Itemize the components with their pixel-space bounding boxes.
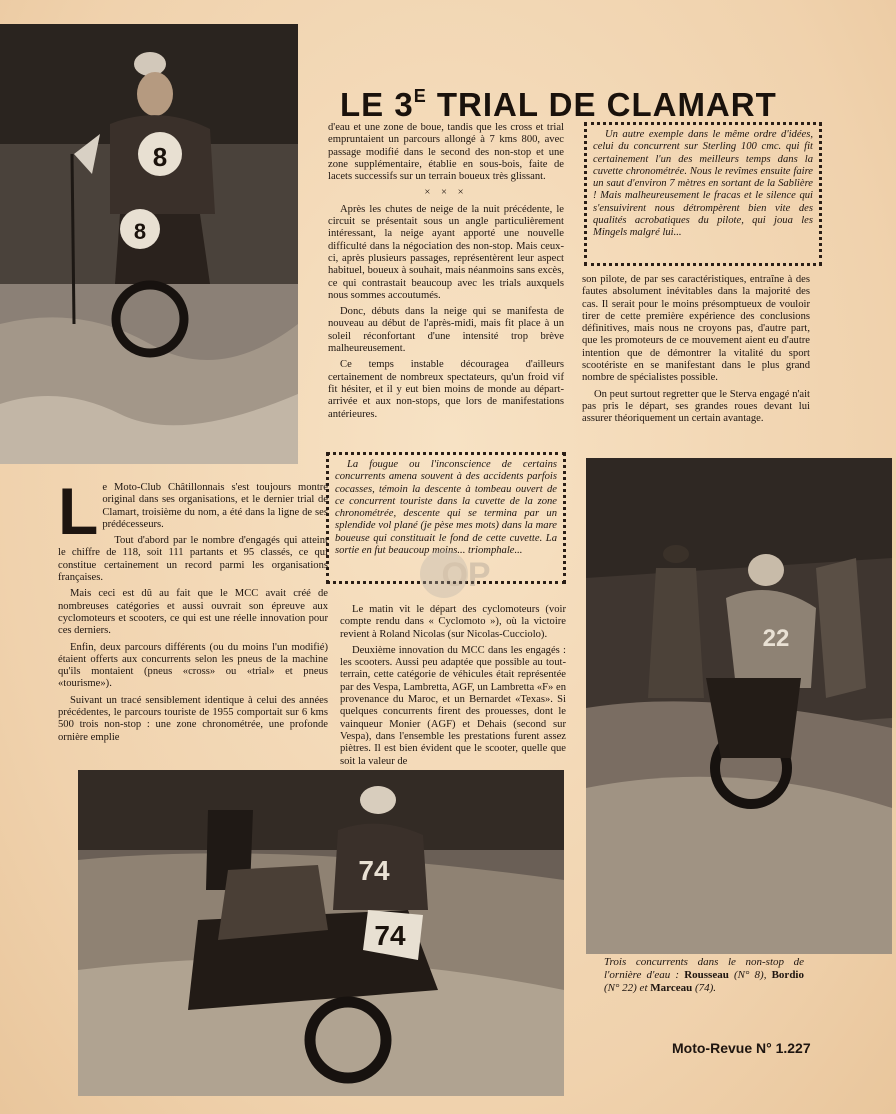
photo-rider-74 (78, 770, 564, 1096)
paragraph: Suivant un tracé sensiblement identique à celui des années précédentes, le parcours touriste de 1955 comportait sur 6 kms 500 trois non-stop : une zone chronométrée, une profonde ornière emplie (58, 694, 328, 743)
section-separator: × × × (424, 187, 468, 199)
photo-rider-8-illustration (0, 24, 298, 464)
paragraph: On peut surtout regretter que le Sterva engagé n'ait pas pris le départ, ses grandes roues devant lui assurer théoriquement un certain avantage. (582, 388, 810, 425)
caption-text: (N° 8), (728, 969, 772, 981)
paragraph: Après les chutes de neige de la nuit précédente, le circuit se présentait sous un angle particulièrement intéressant, la neige ayant apporté une nouvelle difficulté dans la négociation des non-stop. Mais ceux-ci, après plusieurs passages, représentèrent leur aspect habituel, boueux à souhait, mais néanmoins sans excès, ce qui contrastait beaucoup avec les trials auxquels nous sommes accoutumés. (328, 203, 564, 301)
rider-number-plate: 8 (133, 219, 147, 244)
column-2-top (328, 122, 564, 425)
rider-number-plate: 74 (374, 920, 406, 951)
photo-rider-22 (586, 458, 892, 954)
rider-number-chest: 22 (762, 625, 790, 652)
rider-number-chest: 74 (358, 855, 390, 886)
column-3 (582, 274, 810, 430)
photo-rider-22-illustration (586, 458, 892, 954)
title-suffix: TRIAL DE CLAMART (426, 86, 777, 124)
paragraph-text: e Moto-Club Châtillonnais s'est toujours montré original dans ses organisations, et le dernier trial de Clamart, troisième du nom, a été dans la ligne de ses prédécesseurs. (102, 482, 328, 530)
paragraph: Mais ceci est dû au fait que le MCC avait créé de nombreuses catégories et aussi ouvrait son épreuve aux cyclomoteurs et scooters, ce qui est une réelle innovation pour ces derniers. (58, 588, 328, 637)
paragraph: Enfin, deux parcours différents (ou du moins l'un modifié) étaient offerts aux concurrents selon les pneus de la machine qu'ils montaient (pneus «cross» ou «trial» et pneus «tourisme»). (58, 641, 328, 690)
caption-text: Trois concurrents dans le non-stop de l'ornière d'eau : (604, 956, 804, 981)
watermark-text: OP (441, 556, 491, 594)
page-footer: Moto-Revue N° 1.227 (672, 1040, 811, 1056)
paragraph: Ce temps instable découragea d'ailleurs certainement de nombreux spectateurs, qu'un froid vif fit hésiter, et il y eut bien moins de monde au départ-arrivée et aux non-stops, que lors de manifestations antérieures. (328, 359, 564, 420)
title-superscript: E (413, 86, 427, 107)
paragraph: Le matin vit le départ des cyclomoteurs (voir compte rendu dans « Cyclomoto »), où la victoire revient à Roland Nicolas (sur Nicolas-Cucciolo). (340, 604, 566, 640)
rider-number-chest: 8 (152, 142, 168, 172)
title-prefix: LE 3 (340, 86, 414, 124)
paragraph (58, 474, 328, 548)
caption-text: (N° 22) et (604, 982, 651, 994)
paragraph: Deuxième innovation du MCC dans les engagés : les scooters. Aussi peu adaptée que possible au tout-terrain, cette catégorie de véhicules était représentée par des Vespa, Lambretta, AGF, un Lambretta «F» en provenance du Maroc, et un Bernardet «Texas». Si quelques concurrents firent des prouesses, dont le vainqueur Monier (AGF) et Dehais (second sur Vespa), dans l'ensemble les prestations furent assez piètres. Il est bien évident que le scooter, quelle que soit la valeur de (340, 644, 566, 767)
column-2-bottom (340, 604, 566, 772)
box-text: Un autre exemple dans le même ordre d'idées, celui du concurrent sur Sterling 100 cmc. qui fit certainement l'un des meilleurs temps dans la cuvette chronométrée. Nous le revîmes ensuite faire un saut d'environ 7 mètres en sortant de la Sablière ! Mais malheureusement le fracas et le silence qui s'ensuivirent nous détrompèrent bien vite des qualités acrobatiques du pilote, qui joua les Mingels malgré lui... (593, 129, 813, 239)
paragraph: Donc, débuts dans la neige qui se manifesta de nouveau au début de l'après-midi, mais fit place à un soleil réconfortant d'une intensité trop brève malheureusement. (328, 306, 564, 355)
photo-rider-74-illustration (78, 770, 564, 1096)
watermark-logo (414, 544, 518, 604)
paragraph: son pilote, de par ses caractéristiques, entraîne à des fautes absolument inévitables dans la majorité des cas. Il serait pour le moins présomptueux de vouloir tirer de cette première expérience des conclusions définitives, mais nous ne croyons pas, d'autre part, que les promoteurs de ce mouvement aient eu d'autre intention que de démontrer la vitalité du sport scootériste en se manifestant dans le plus grand nombre de spécialistes possible. (582, 274, 810, 384)
anecdote-box-2 (584, 122, 822, 266)
caption-name: Marceau (650, 982, 693, 994)
paragraph: Tout d'abord par le nombre d'engagés qui atteint le chiffre de 118, soit 111 partants et 95 classés, ce qui constitue certainement un record parmi les organisations françaises. (58, 535, 328, 584)
photo-rider-8 (0, 24, 298, 464)
article-title (340, 86, 810, 124)
box-text: La fougue ou l'inconscience de certains concurrents amena souvent à des accidents parfois cocasses, témoin la descente à tombeau ouvert de ce concurrent touriste dans la cuvette de la zone chronométrée, descente qui se termina par un splendide vol plané (je pèse mes mots) dans la mare boueuse qui constituait le fond de cette cuvette. La sortie en fut beaucoup moins... triomphale... (335, 459, 557, 557)
caption-name: Bordio (771, 969, 804, 981)
drop-cap: L (58, 474, 99, 548)
caption-name: Rousseau (684, 969, 729, 981)
paragraph: d'eau et une zone de boue, tandis que les cross et trial empruntaient un parcours allongé à 7 kms 800, avec passage modifié dans le second des non-stop et une zone supplémentaire, établie en sous-bois, faite de lacets successifs sur un terrain boueux très glissant. (328, 122, 564, 183)
caption-text: (74). (692, 982, 717, 994)
photo-caption (604, 956, 804, 995)
column-1 (58, 474, 328, 748)
